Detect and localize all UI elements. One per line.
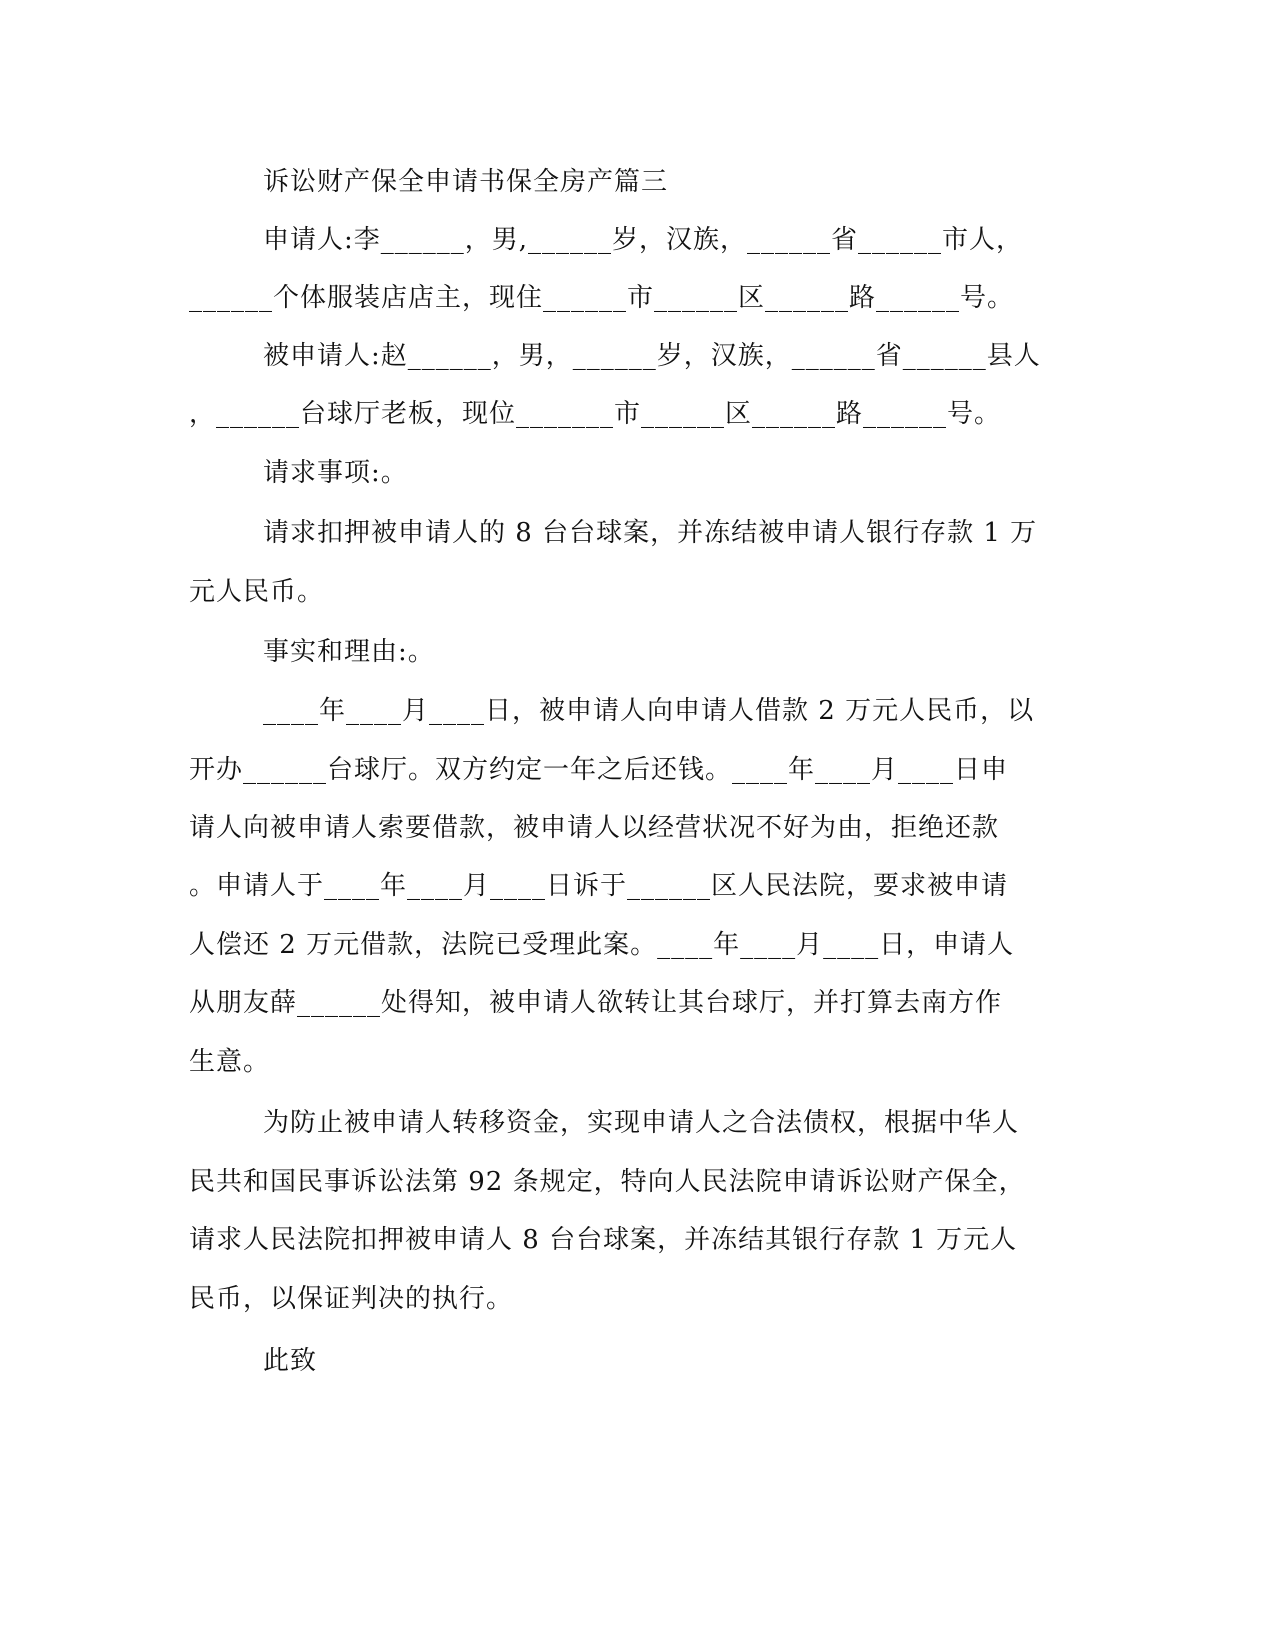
facts-line-4: 。申请人于____年____月____日诉于______区人民法院，要求被申请	[189, 871, 1009, 901]
request-line-1: 请求扣押被申请人的 8 台台球案，并冻结被申请人银行存款 1 万	[263, 518, 1038, 548]
facts-line-6: 从朋友薛______处得知，被申请人欲转让其台球厅，并打算去南方作	[189, 988, 1003, 1018]
document-title: 诉讼财产保全申请书保全房产篇三	[263, 167, 669, 197]
respondent-line-2: ，______台球厅老板，现位_______市______区______路______号。	[189, 399, 1002, 429]
closing-salutation: 此致	[263, 1346, 318, 1376]
facts-line-7: 生意。	[189, 1047, 271, 1077]
respondent-line-1: 被申请人:赵______，男，______岁，汉族，______省______县人	[263, 341, 1041, 371]
facts-line-1: ____年____月____日，被申请人向申请人借款 2 万元人民币，以	[263, 696, 1035, 726]
facts-line-5: 人偿还 2 万元借款，法院已受理此案。____年____月____日，申请人	[189, 930, 1015, 960]
applicant-line-1: 申请人:李______，男,______岁，汉族，______省______市人，	[263, 225, 1024, 255]
facts-line-2: 开办______台球厅。双方约定一年之后还钱。____年____月____日申	[189, 755, 1009, 785]
reason-line-1: 为防止被申请人转移资金，实现申请人之合法债权，根据中华人	[263, 1108, 1020, 1138]
reason-line-2: 民共和国民事诉讼法第 92 条规定，特向人民法院申请诉讼财产保全，	[189, 1167, 1026, 1197]
facts-line-3: 请人向被申请人索要借款，被申请人以经营状况不好为由，拒绝还款	[189, 813, 1000, 843]
applicant-line-2: ______个体服装店店主，现住______市______区______路______号。	[189, 283, 1015, 313]
request-line-2: 元人民币。	[189, 577, 325, 607]
request-heading: 请求事项:。	[263, 458, 408, 488]
reason-line-4: 民币，以保证判决的执行。	[189, 1284, 514, 1314]
reason-line-3: 请求人民法院扣押被申请人 8 台台球案，并冻结其银行存款 1 万元人	[189, 1225, 1018, 1255]
facts-heading: 事实和理由:。	[263, 637, 435, 667]
